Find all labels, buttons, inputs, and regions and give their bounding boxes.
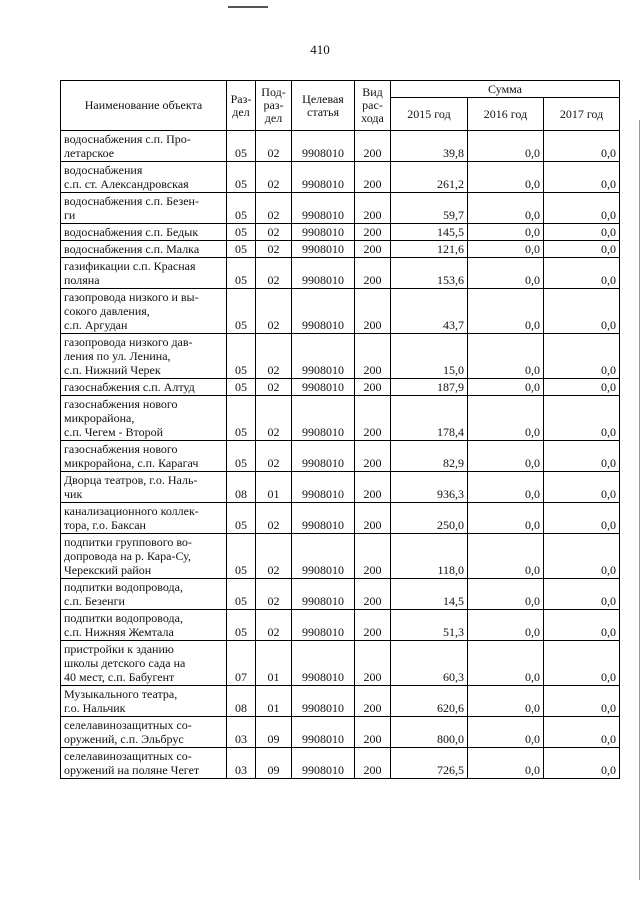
table-row [61, 162, 620, 193]
cell-section: 03 [227, 717, 256, 748]
cell-sum-2017: 0,0 [544, 441, 620, 472]
cell-sum-2015: 187,9 [391, 379, 468, 396]
cell-object-name: канализационного коллек- тора, г.о. Баксан [61, 503, 227, 534]
header-year-2016: 2016 год [468, 98, 544, 131]
table-row [61, 503, 620, 534]
cell-section: 05 [227, 579, 256, 610]
cell-section: 05 [227, 289, 256, 334]
cell-target: 9908010 [292, 641, 355, 686]
page-number: 410 [310, 42, 330, 57]
cell-subsection: 09 [256, 748, 292, 779]
cell-target: 9908010 [292, 258, 355, 289]
cell-expense-type: 200 [355, 396, 391, 441]
cell-sum-2016: 0,0 [468, 534, 544, 579]
cell-expense-type: 200 [355, 717, 391, 748]
cell-object-name: Музыкального театра, г.о. Нальчик [61, 686, 227, 717]
cell-object-name: селелавинозащитных со- оружений на поляне Чегет [61, 748, 227, 779]
cell-sum-2016: 0,0 [468, 162, 544, 193]
table-row [61, 579, 620, 610]
cell-sum-2016: 0,0 [468, 641, 544, 686]
cell-target: 9908010 [292, 379, 355, 396]
cell-target: 9908010 [292, 241, 355, 258]
cell-expense-type: 200 [355, 610, 391, 641]
table-row [61, 472, 620, 503]
cell-sum-2015: 121,6 [391, 241, 468, 258]
cell-object-name: водоснабжения с.п. Малка [61, 241, 227, 258]
cell-object-name: водоснабжения с.п. Безен- ги [61, 193, 227, 224]
cell-target: 9908010 [292, 334, 355, 379]
cell-target: 9908010 [292, 503, 355, 534]
cell-section: 05 [227, 441, 256, 472]
cell-sum-2015: 620,6 [391, 686, 468, 717]
cell-sum-2015: 15,0 [391, 334, 468, 379]
cell-expense-type: 200 [355, 686, 391, 717]
cell-target: 9908010 [292, 131, 355, 162]
cell-sum-2017: 0,0 [544, 241, 620, 258]
cell-subsection: 01 [256, 472, 292, 503]
cell-sum-2017: 0,0 [544, 641, 620, 686]
cell-expense-type: 200 [355, 441, 391, 472]
cell-sum-2016: 0,0 [468, 131, 544, 162]
cell-object-name: водоснабжения с.п. ст. Александровская [61, 162, 227, 193]
cell-section: 07 [227, 641, 256, 686]
cell-sum-2017: 0,0 [544, 289, 620, 334]
cell-object-name: пристройки к зданию школы детского сада на 40 мест, с.п. Бабугент [61, 641, 227, 686]
table-row [61, 641, 620, 686]
cell-sum-2016: 0,0 [468, 686, 544, 717]
cell-expense-type: 200 [355, 334, 391, 379]
cell-sum-2015: 261,2 [391, 162, 468, 193]
cell-sum-2016: 0,0 [468, 441, 544, 472]
cell-sum-2016: 0,0 [468, 334, 544, 379]
header-year-2017: 2017 год [544, 98, 620, 131]
table-row [61, 717, 620, 748]
cell-sum-2017: 0,0 [544, 379, 620, 396]
cell-sum-2017: 0,0 [544, 224, 620, 241]
table-row [61, 379, 620, 396]
cell-sum-2017: 0,0 [544, 748, 620, 779]
cell-subsection: 02 [256, 396, 292, 441]
cell-sum-2017: 0,0 [544, 334, 620, 379]
cell-object-name: газоснабжения с.п. Алтуд [61, 379, 227, 396]
cell-subsection: 02 [256, 379, 292, 396]
cell-sum-2017: 0,0 [544, 472, 620, 503]
cell-sum-2015: 178,4 [391, 396, 468, 441]
cell-sum-2016: 0,0 [468, 241, 544, 258]
cell-sum-2016: 0,0 [468, 610, 544, 641]
cell-section: 05 [227, 224, 256, 241]
header-section: Раз- дел [227, 81, 256, 131]
cell-sum-2016: 0,0 [468, 579, 544, 610]
cell-sum-2016: 0,0 [468, 503, 544, 534]
cell-target: 9908010 [292, 748, 355, 779]
cell-section: 05 [227, 193, 256, 224]
cell-object-name: газопровода низкого дав- ления по ул. Ленина, с.п. Нижний Черек [61, 334, 227, 379]
cell-target: 9908010 [292, 396, 355, 441]
cell-expense-type: 200 [355, 379, 391, 396]
cell-object-name: газопровода низкого и вы- сокого давления, с.п. Аргудан [61, 289, 227, 334]
cell-target: 9908010 [292, 289, 355, 334]
cell-sum-2015: 936,3 [391, 472, 468, 503]
cell-sum-2017: 0,0 [544, 717, 620, 748]
cell-subsection: 02 [256, 258, 292, 289]
cell-sum-2016: 0,0 [468, 717, 544, 748]
scan-mark [228, 6, 268, 8]
cell-subsection: 02 [256, 131, 292, 162]
cell-object-name: селелавинозащитных со- оружений, с.п. Эльбрус [61, 717, 227, 748]
cell-sum-2015: 14,5 [391, 579, 468, 610]
cell-expense-type: 200 [355, 748, 391, 779]
cell-object-name: газоснабжения нового микрорайона, с.п. Карагач [61, 441, 227, 472]
cell-target: 9908010 [292, 686, 355, 717]
cell-object-name: водоснабжения с.п. Про- летарское [61, 131, 227, 162]
cell-expense-type: 200 [355, 241, 391, 258]
cell-subsection: 01 [256, 686, 292, 717]
table-row [61, 131, 620, 162]
cell-sum-2015: 51,3 [391, 610, 468, 641]
cell-section: 05 [227, 131, 256, 162]
cell-subsection: 02 [256, 162, 292, 193]
cell-section: 05 [227, 534, 256, 579]
cell-subsection: 02 [256, 334, 292, 379]
header-name: Наименование объекта [61, 81, 227, 131]
cell-expense-type: 200 [355, 162, 391, 193]
cell-sum-2015: 153,6 [391, 258, 468, 289]
cell-sum-2015: 145,5 [391, 224, 468, 241]
cell-expense-type: 200 [355, 193, 391, 224]
cell-subsection: 02 [256, 441, 292, 472]
cell-expense-type: 200 [355, 224, 391, 241]
table-body [61, 131, 620, 779]
cell-sum-2016: 0,0 [468, 289, 544, 334]
table-row [61, 686, 620, 717]
cell-sum-2015: 59,7 [391, 193, 468, 224]
cell-sum-2015: 82,9 [391, 441, 468, 472]
header-expense-type: Вид рас- хода [355, 81, 391, 131]
cell-subsection: 02 [256, 289, 292, 334]
cell-section: 08 [227, 686, 256, 717]
cell-object-name: Дворца театров, г.о. Наль- чик [61, 472, 227, 503]
header-sum: Сумма [391, 81, 620, 98]
cell-target: 9908010 [292, 610, 355, 641]
cell-sum-2015: 43,7 [391, 289, 468, 334]
cell-section: 05 [227, 241, 256, 258]
table-row [61, 193, 620, 224]
table-row [61, 241, 620, 258]
cell-target: 9908010 [292, 534, 355, 579]
cell-sum-2015: 39,8 [391, 131, 468, 162]
cell-section: 05 [227, 379, 256, 396]
cell-sum-2015: 726,5 [391, 748, 468, 779]
table-row [61, 289, 620, 334]
cell-sum-2017: 0,0 [544, 610, 620, 641]
cell-object-name: газоснабжения нового микрорайона, с.п. Чегем - Второй [61, 396, 227, 441]
cell-sum-2017: 0,0 [544, 686, 620, 717]
cell-sum-2016: 0,0 [468, 396, 544, 441]
cell-sum-2017: 0,0 [544, 534, 620, 579]
cell-subsection: 02 [256, 534, 292, 579]
cell-sum-2016: 0,0 [468, 379, 544, 396]
cell-section: 05 [227, 396, 256, 441]
cell-expense-type: 200 [355, 289, 391, 334]
cell-expense-type: 200 [355, 258, 391, 289]
cell-object-name: подпитки группового во- допровода на р. Кара-Су, Черекский район [61, 534, 227, 579]
cell-section: 08 [227, 472, 256, 503]
cell-object-name: подпитки водопровода, с.п. Безенги [61, 579, 227, 610]
cell-target: 9908010 [292, 224, 355, 241]
cell-sum-2015: 60,3 [391, 641, 468, 686]
cell-section: 05 [227, 162, 256, 193]
cell-expense-type: 200 [355, 579, 391, 610]
table-row [61, 396, 620, 441]
header-target: Целевая статья [292, 81, 355, 131]
table-row [61, 224, 620, 241]
cell-expense-type: 200 [355, 503, 391, 534]
cell-subsection: 02 [256, 193, 292, 224]
table-row [61, 610, 620, 641]
cell-expense-type: 200 [355, 641, 391, 686]
cell-sum-2017: 0,0 [544, 131, 620, 162]
cell-target: 9908010 [292, 472, 355, 503]
cell-object-name: водоснабжения с.п. Бедык [61, 224, 227, 241]
cell-sum-2017: 0,0 [544, 162, 620, 193]
table-row [61, 441, 620, 472]
cell-target: 9908010 [292, 193, 355, 224]
cell-sum-2017: 0,0 [544, 579, 620, 610]
cell-sum-2016: 0,0 [468, 224, 544, 241]
cell-target: 9908010 [292, 162, 355, 193]
cell-section: 05 [227, 610, 256, 641]
cell-subsection: 02 [256, 503, 292, 534]
cell-sum-2017: 0,0 [544, 503, 620, 534]
cell-section: 05 [227, 334, 256, 379]
cell-sum-2015: 118,0 [391, 534, 468, 579]
cell-expense-type: 200 [355, 131, 391, 162]
cell-sum-2017: 0,0 [544, 193, 620, 224]
cell-subsection: 02 [256, 224, 292, 241]
cell-subsection: 02 [256, 610, 292, 641]
table-row [61, 534, 620, 579]
cell-expense-type: 200 [355, 472, 391, 503]
table-row [61, 258, 620, 289]
cell-sum-2016: 0,0 [468, 193, 544, 224]
cell-sum-2016: 0,0 [468, 748, 544, 779]
cell-target: 9908010 [292, 717, 355, 748]
cell-section: 05 [227, 258, 256, 289]
cell-section: 05 [227, 503, 256, 534]
cell-sum-2015: 250,0 [391, 503, 468, 534]
cell-sum-2017: 0,0 [544, 396, 620, 441]
cell-section: 03 [227, 748, 256, 779]
table-header [61, 81, 620, 131]
cell-subsection: 09 [256, 717, 292, 748]
table-row [61, 748, 620, 779]
cell-expense-type: 200 [355, 534, 391, 579]
cell-sum-2015: 800,0 [391, 717, 468, 748]
header-year-2015: 2015 год [391, 98, 468, 131]
cell-object-name: газификации с.п. Красная поляна [61, 258, 227, 289]
cell-subsection: 02 [256, 241, 292, 258]
cell-target: 9908010 [292, 579, 355, 610]
budget-table [60, 80, 620, 779]
cell-sum-2017: 0,0 [544, 258, 620, 289]
header-subsection: Под- раз- дел [256, 81, 292, 131]
cell-subsection: 02 [256, 579, 292, 610]
cell-sum-2016: 0,0 [468, 258, 544, 289]
cell-object-name: подпитки водопровода, с.п. Нижняя Жемтала [61, 610, 227, 641]
cell-subsection: 01 [256, 641, 292, 686]
cell-target: 9908010 [292, 441, 355, 472]
table-row [61, 334, 620, 379]
cell-sum-2016: 0,0 [468, 472, 544, 503]
